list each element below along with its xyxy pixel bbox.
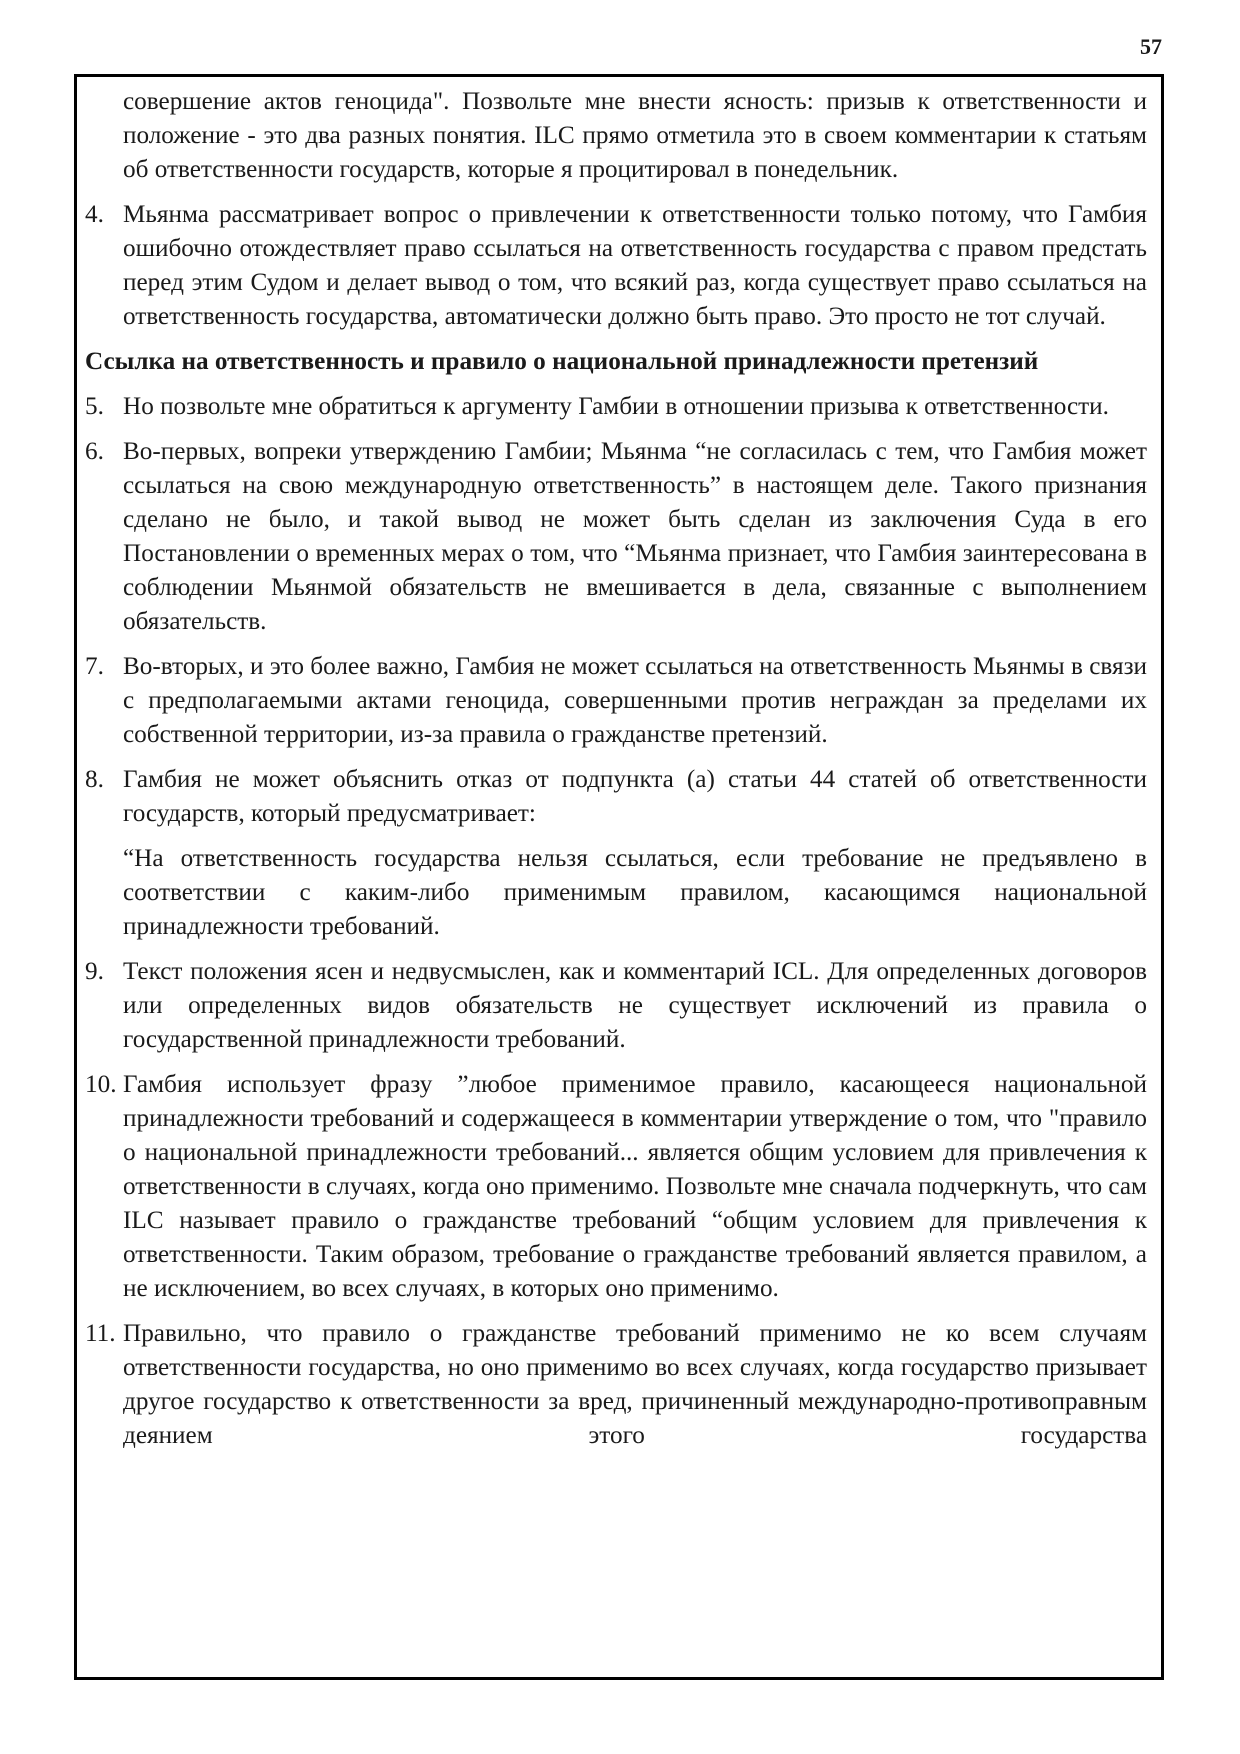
section-heading: Ссылка на ответственность и правило о национальной принадлежности претензий: [85, 348, 1039, 375]
paragraphs-after-heading: [85, 390, 1147, 831]
paragraph-number: 10.: [85, 1071, 117, 1098]
numbered-paragraph: [85, 1068, 1147, 1306]
paragraphs-before-heading: [85, 198, 1147, 334]
numbered-paragraph: [85, 650, 1147, 752]
paragraph-number: 7.: [85, 653, 104, 680]
numbered-paragraph: [85, 763, 1147, 831]
paragraph-text: Гамбия не может объяснить отказ от подпункта (а) статьи 44 статей об ответственности государств, который предусматривает:: [123, 766, 1147, 827]
intro-paragraph: совершение актов геноцида". Позвольте мне внести ясность: призыв к ответственности и положение - это два разных понятия. ILC прямо отметила это в своем комментарии к статьям об ответственности государств, которые я процитировал в понедельник.: [123, 88, 1147, 183]
paragraph-text: Во-вторых, и это более важно, Гамбия не может ссылаться на ответственность Мьянмы в связи с предполагаемыми актами геноцида, совершенными против неграждан за пределами их собственной территории, из-за правила о гражданстве претензий.: [123, 653, 1147, 748]
numbered-paragraph: [85, 955, 1147, 1057]
paragraph-text: Мьянма рассматривает вопрос о привлечении к ответственности только потому, что Гамбия ошибочно отождествляет право ссылаться на ответственность государства с правом предстать перед этим Судом и делает вывод о том, что всякий раз, когда существует право ссылаться на ответственность государства, автоматически должно быть право. Это просто не тот случай.: [123, 201, 1147, 330]
paragraph-text: Но позвольте мне обратиться к аргументу Гамбии в отношении призыва к ответственности.: [123, 393, 1109, 420]
paragraph-number: 5.: [85, 393, 104, 420]
numbered-paragraph: [85, 198, 1147, 334]
text-frame: [74, 74, 1164, 1680]
numbered-paragraph: [85, 435, 1147, 639]
paragraph-number: 4.: [85, 201, 104, 228]
paragraphs-after-quote: [85, 955, 1147, 1453]
numbered-paragraph: [85, 1317, 1147, 1453]
paragraph-number: 6.: [85, 438, 104, 465]
paragraph-text: Правильно, что правило о гражданстве требований применимо не ко всем случаям ответственности государства, но оно применимо во всех случаях, когда государство призывает другое государство к ответственности за вред, причиненный международно-противоправным деянием этого государства: [123, 1320, 1147, 1449]
paragraph-number: 11.: [85, 1320, 116, 1347]
page-number: 57: [1140, 34, 1162, 59]
paragraph-text: Во-первых, вопреки утверждению Гамбии; Мьянма “не согласилась с тем, что Гамбия может ссылаться на свою международную ответственность” в настоящем деле. Такого признания сделано не было, и такой вывод не может быть сделан из заключения Суда в его Постановлении о временных мерах о том, что “Мьянма признает, что Гамбия заинтересована в соблюдении Мьянмой обязательств не вмешивается в дела, связанные с выполнением обязательств.: [123, 438, 1147, 635]
numbered-paragraph: [85, 390, 1147, 424]
paragraph-number: 9.: [85, 958, 104, 985]
paragraph-number: 8.: [85, 766, 104, 793]
block-quote: “На ответственность государства нельзя ссылаться, если требование не предъявлено в соответствии с каким-либо применимым правилом, касающимся национальной принадлежности требований.: [123, 845, 1147, 940]
paragraph-text: Гамбия использует фразу ”любое применимое правило, касающееся национальной принадлежности требований и содержащееся в комментарии утверждение о том, что "правило о национальной принадлежности требований... является общим условием для привлечения к ответственности в случаях, когда оно применимо. Позвольте мне сначала подчеркнуть, что сам ILC называет правило о гражданстве требований “общим условием для привлечения к ответственности. Таким образом, требование о гражданстве требований является правилом, а не исключением, во всех случаях, в которых оно применимо.: [123, 1071, 1147, 1302]
paragraph-text: Текст положения ясен и недвусмыслен, как и комментарий ICL. Для определенных договоров или определенных видов обязательств не существует исключений из правила о государственной принадлежности требований.: [123, 958, 1147, 1053]
